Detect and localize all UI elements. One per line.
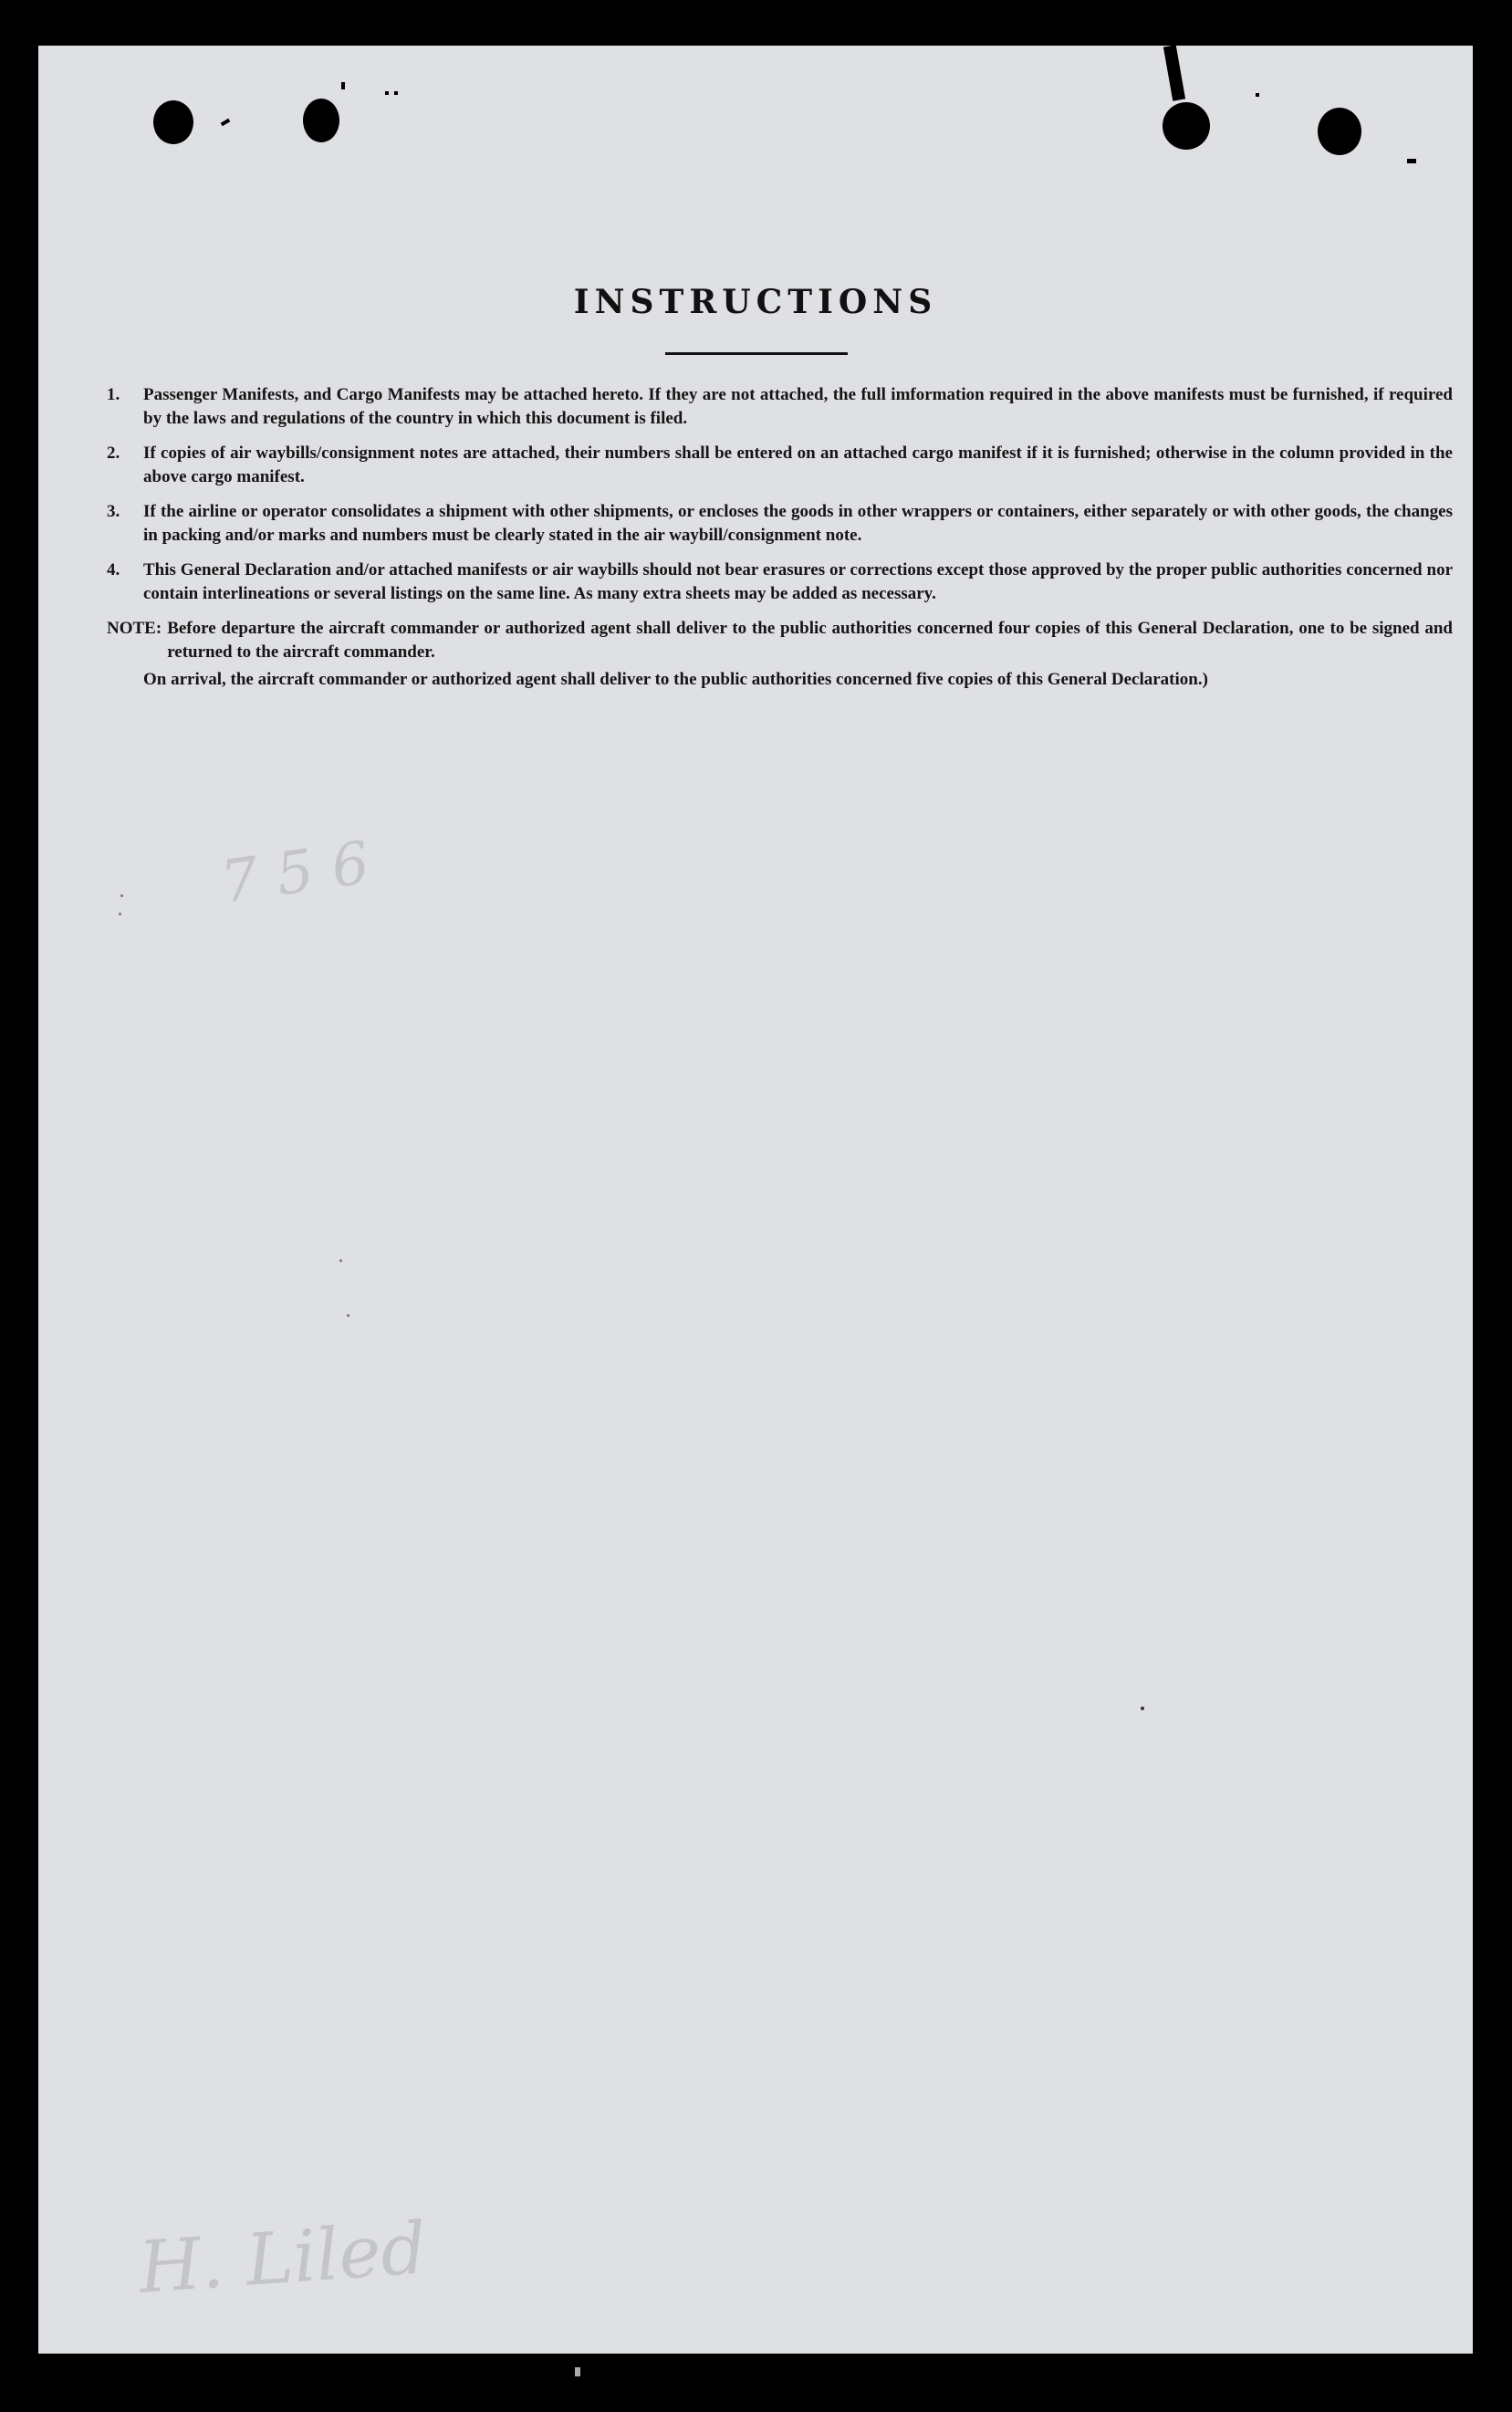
punch-hole-icon [1318, 108, 1361, 155]
scan-speck [537, 2364, 542, 2367]
scan-speck [221, 119, 231, 126]
note-label: NOTE: [107, 619, 162, 638]
note-arrival-text: On arrival, the aircraft commander or authorized agent shall deliver to the public authorities concerned five copies of this General Declaration.) [143, 670, 1208, 689]
scan-speck [1407, 159, 1416, 163]
instruction-item [107, 383, 1453, 431]
instruction-number: 3. [107, 502, 120, 521]
instruction-number: 2. [107, 444, 120, 463]
punch-hole-icon [153, 100, 193, 144]
instruction-text: If copies of air waybills/consignment notes are attached, their numbers shall be entered on an attached cargo manifest if it is furnished; otherwise in the column provided in the above cargo manifest. [143, 444, 1453, 486]
punch-hole-icon [1163, 102, 1210, 150]
instruction-text: This General Declaration and/or attached manifests or air waybills should not bear erasures or corrections except those approved by the proper public authorities concerned nor contain interlineations or several listings on the same line. As many extra sheets may be added as necessary. [143, 560, 1453, 603]
instruction-text: Passenger Manifests, and Cargo Manifests may be attached hereto. If they are not attached, the full imformation required in the above manifests must be furnished, if required by the laws and regulations of the country in which this document is filed. [143, 385, 1453, 428]
scan-dot [339, 1259, 342, 1262]
punch-hole-icon [303, 99, 339, 142]
instruction-text: If the airline or operator consolidates a shipment with other shipments, or encloses the goods in other wrappers or containers, either separately or with other goods, the changes in packing and/or marks and numbers must be clearly stated in the air waybill/consignment note. [143, 502, 1453, 545]
note-departure-text: Before departure the aircraft commander or authorized agent shall deliver to the public authorities concerned four copies of this General Declaration, one to be signed and returned to the aircraft commander. [167, 619, 1453, 662]
instruction-number: 4. [107, 560, 120, 580]
instruction-item [107, 500, 1453, 548]
scan-dot [347, 1314, 349, 1317]
scan-speck [1256, 93, 1259, 97]
note-block [107, 617, 1453, 664]
scan-speck [1163, 46, 1185, 101]
instructions-list [107, 383, 1453, 692]
document-sheet [38, 46, 1473, 2354]
scan-dot [119, 913, 121, 915]
scan-speck [385, 91, 389, 95]
handwritten-number: 7 5 6 [216, 830, 374, 917]
scan-speck [575, 2367, 580, 2376]
instruction-item [107, 559, 1453, 606]
instruction-item [107, 442, 1453, 489]
title-underline [665, 352, 848, 355]
scan-speck [341, 82, 345, 89]
instruction-number: 1. [107, 385, 120, 404]
scan-speck [593, 2364, 599, 2367]
page-title: INSTRUCTIONS [573, 283, 938, 321]
scan-speck [394, 91, 398, 95]
scan-dot [1141, 1707, 1144, 1710]
scan-dot [120, 894, 123, 897]
handwritten-signature: H. Liled [136, 2208, 430, 2310]
